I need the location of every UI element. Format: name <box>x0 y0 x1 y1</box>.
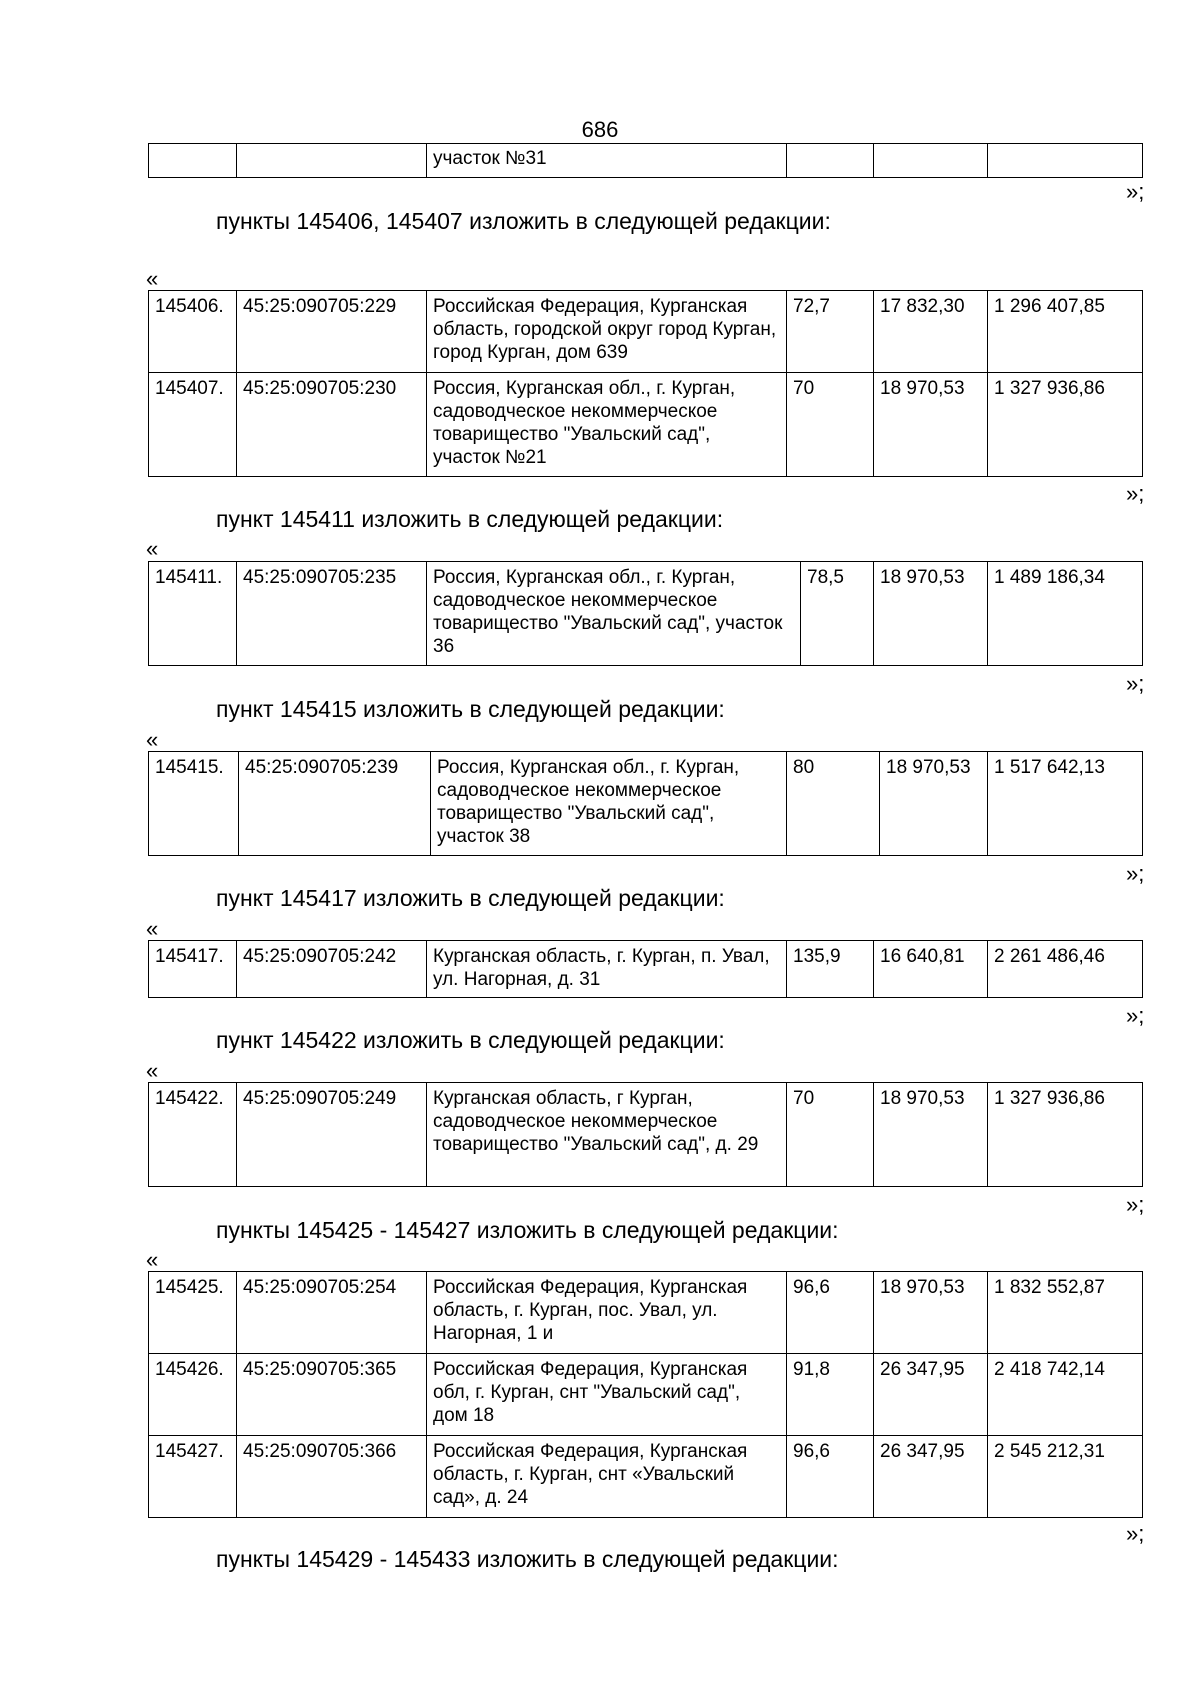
cell-number <box>149 144 237 178</box>
cell-address: Российская Федерация, Курганская обл, г. Курган, снт "Увальский сад", дом 18 <box>427 1354 787 1436</box>
open-quote: « <box>146 536 159 561</box>
open-quote: « <box>146 727 159 752</box>
cell-rate: 18 970,53 <box>874 1083 988 1187</box>
cell-cadastral: 45:25:090705:365 <box>237 1354 427 1436</box>
close-quote: »; <box>1126 1192 1145 1217</box>
table-row <box>149 291 1143 373</box>
table-row <box>149 144 1143 178</box>
cell-area: 135,9 <box>787 941 874 998</box>
cell-area: 78,5 <box>801 562 874 666</box>
cell-number: 145426. <box>149 1354 237 1436</box>
cell-cadastral: 45:25:090705:254 <box>237 1272 427 1354</box>
cell-number: 145417. <box>149 941 237 998</box>
cell-area: 91,8 <box>787 1354 874 1436</box>
page-number: 686 <box>581 117 619 142</box>
table-row <box>149 1083 1143 1187</box>
cell-number: 145411. <box>149 562 237 666</box>
cell-total: 2 545 212,31 <box>988 1436 1143 1518</box>
cell-number: 145407. <box>149 373 237 477</box>
close-quote: »; <box>1126 861 1145 886</box>
cell-area: 96,6 <box>787 1272 874 1354</box>
cell-address: Россия, Курганская обл., г. Курган, садоводческое некоммерческое товарищество "Увальский сад", участок 36 <box>427 562 801 666</box>
table-row <box>149 373 1143 477</box>
cell-rate: 18 970,53 <box>874 1272 988 1354</box>
cell-address: участок №31 <box>427 144 787 178</box>
amendment-table <box>148 561 1143 666</box>
cell-address: Российская Федерация, Курганская область, городской округ город Курган, город Курган, дом 639 <box>427 291 787 373</box>
cell-number: 145415. <box>149 752 239 856</box>
section-intro: пункт 145415 изложить в следующей редакции: <box>216 696 725 722</box>
cell-number: 145427. <box>149 1436 237 1518</box>
table-row <box>149 941 1143 998</box>
table-row <box>149 1354 1143 1436</box>
amendment-table <box>148 751 1143 856</box>
cell-rate: 18 970,53 <box>874 562 988 666</box>
cell-rate: 16 640,81 <box>874 941 988 998</box>
cell-total: 2 261 486,46 <box>988 941 1143 998</box>
cell-total: 2 418 742,14 <box>988 1354 1143 1436</box>
cell-address: Россия, Курганская обл., г. Курган, садоводческое некоммерческое товарищество "Увальский сад", участок 38 <box>431 752 787 856</box>
cell-cadastral: 45:25:090705:242 <box>237 941 427 998</box>
cell-address: Курганская область, г Курган, садоводческое некоммерческое товарищество "Увальский сад", д. 29 <box>427 1083 787 1187</box>
section-intro: пункт 145417 изложить в следующей редакции: <box>216 885 725 911</box>
table-row <box>149 562 1143 666</box>
cell-rate <box>874 144 988 178</box>
cell-total: 1 327 936,86 <box>988 1083 1143 1187</box>
close-quote: »; <box>1126 481 1145 506</box>
open-quote: « <box>146 1058 159 1083</box>
cell-address: Российская Федерация, Курганская область, г. Курган, снт «Увальский сад», д. 24 <box>427 1436 787 1518</box>
cell-total: 1 832 552,87 <box>988 1272 1143 1354</box>
close-quote: »; <box>1126 671 1145 696</box>
table-row <box>149 752 1143 856</box>
cell-area: 70 <box>787 1083 874 1187</box>
cell-rate: 26 347,95 <box>874 1354 988 1436</box>
open-quote: « <box>146 916 159 941</box>
cell-rate: 18 970,53 <box>880 752 988 856</box>
cell-number: 145422. <box>149 1083 237 1187</box>
open-quote: « <box>146 1247 159 1272</box>
cell-area: 96,6 <box>787 1436 874 1518</box>
section-intro: пункты 145425 - 145427 изложить в следующей редакции: <box>216 1217 839 1243</box>
cell-total: 1 327 936,86 <box>988 373 1143 477</box>
section-intro: пункт 145422 изложить в следующей редакции: <box>216 1027 725 1053</box>
amendment-table <box>148 1271 1143 1518</box>
table-row <box>149 1272 1143 1354</box>
cell-rate: 18 970,53 <box>874 373 988 477</box>
cell-address: Российская Федерация, Курганская область, г. Курган, пос. Увал, ул. Нагорная, 1 и <box>427 1272 787 1354</box>
cell-cadastral <box>237 144 427 178</box>
cell-area: 80 <box>787 752 880 856</box>
section-intro: пункты 145429 - 145433 изложить в следующей редакции: <box>216 1546 839 1572</box>
section-intro: пункт 145411 изложить в следующей редакции: <box>216 506 724 532</box>
cell-total: 1 296 407,85 <box>988 291 1143 373</box>
cell-total: 1 517 642,13 <box>988 752 1143 856</box>
cell-area: 70 <box>787 373 874 477</box>
close-quote: »; <box>1126 179 1145 204</box>
table-continuation <box>148 143 1143 178</box>
amendment-table <box>148 940 1143 998</box>
cell-total: 1 489 186,34 <box>988 562 1143 666</box>
cell-cadastral: 45:25:090705:235 <box>237 562 427 666</box>
cell-cadastral: 45:25:090705:366 <box>237 1436 427 1518</box>
cell-cadastral: 45:25:090705:230 <box>237 373 427 477</box>
open-quote: « <box>146 266 159 291</box>
cell-cadastral: 45:25:090705:249 <box>237 1083 427 1187</box>
cell-area <box>787 144 874 178</box>
amendment-table <box>148 1082 1143 1187</box>
amendment-table <box>148 290 1143 477</box>
close-quote: »; <box>1126 1003 1145 1028</box>
cell-cadastral: 45:25:090705:239 <box>239 752 431 856</box>
cell-rate: 26 347,95 <box>874 1436 988 1518</box>
cell-number: 145425. <box>149 1272 237 1354</box>
close-quote: »; <box>1126 1521 1145 1546</box>
cell-total <box>988 144 1143 178</box>
table-row <box>149 1436 1143 1518</box>
cell-area: 72,7 <box>787 291 874 373</box>
cell-address: Россия, Курганская обл., г. Курган, садоводческое некоммерческое товарищество "Увальский сад", участок №21 <box>427 373 787 477</box>
cell-rate: 17 832,30 <box>874 291 988 373</box>
section-intro: пункты 145406, 145407 изложить в следующей редакции: <box>216 208 831 234</box>
cell-cadastral: 45:25:090705:229 <box>237 291 427 373</box>
cell-address: Курганская область, г. Курган, п. Увал, ул. Нагорная, д. 31 <box>427 941 787 998</box>
cell-number: 145406. <box>149 291 237 373</box>
